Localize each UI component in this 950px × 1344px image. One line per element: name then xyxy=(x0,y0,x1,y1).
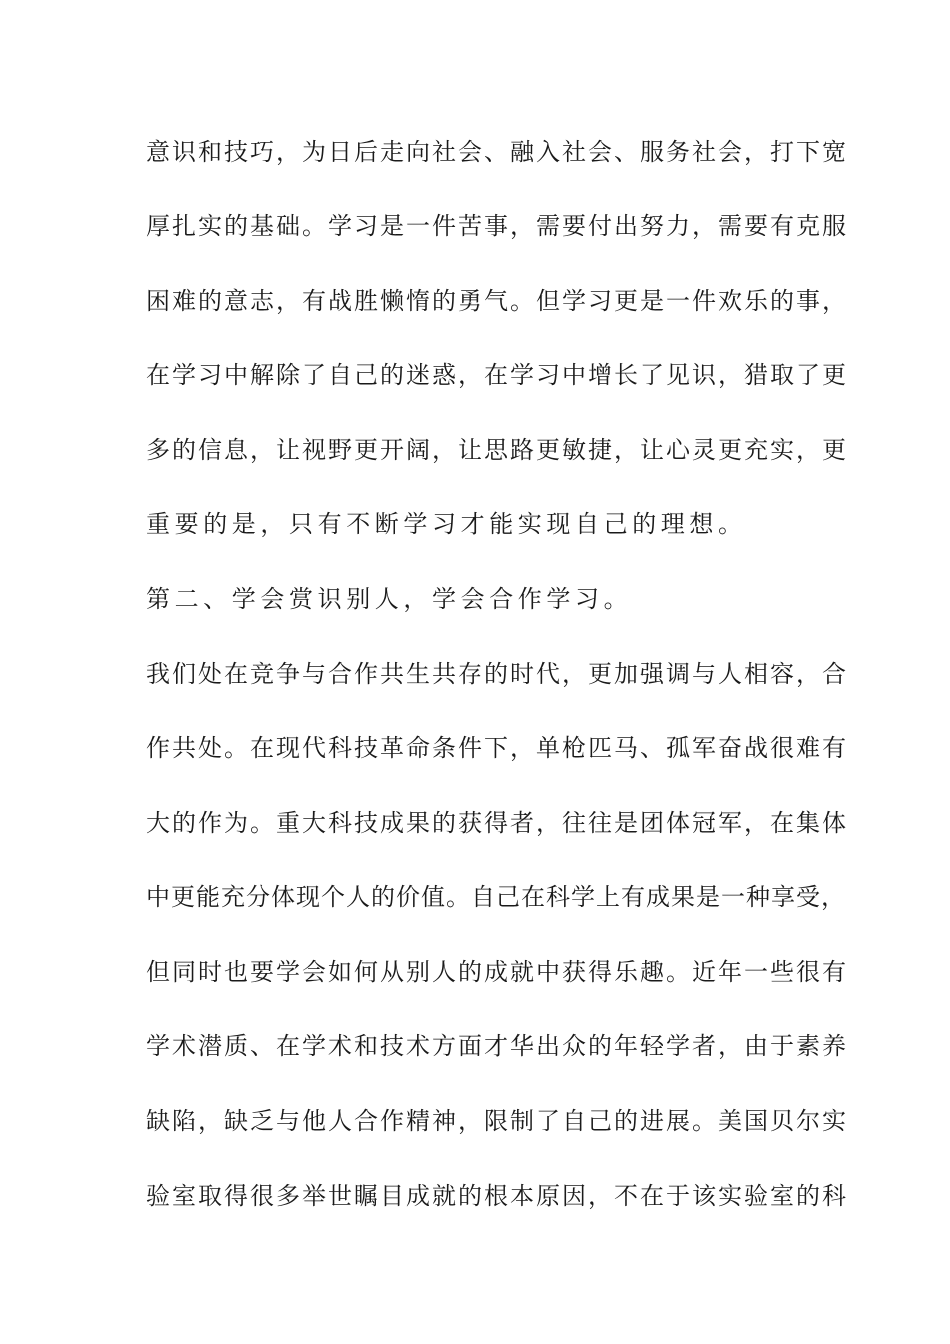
text-line: 大的作为。重大科技成果的获得者，往往是团体冠军，在集体 xyxy=(146,809,848,837)
text-line: 但同时也要学会如何从别人的成就中获得乐趣。近年一些很有 xyxy=(146,958,848,986)
text-line: 我们处在竞争与合作共生共存的时代，更加强调与人相容，合 xyxy=(146,660,848,688)
text-line: 在学习中解除了自己的迷惑，在学习中增长了见识，猎取了更 xyxy=(146,361,848,389)
text-line: 困难的意志，有战胜懒惰的勇气。但学习更是一件欢乐的事， xyxy=(146,287,848,315)
text-line: 重要的是，只有不断学习才能实现自己的理想。 xyxy=(146,510,747,538)
text-line: 学术潜质、在学术和技术方面才华出众的年轻学者，由于素养 xyxy=(146,1032,848,1060)
text-line: 作共处。在现代科技革命条件下，单枪匹马、孤军奋战很难有 xyxy=(146,734,848,762)
text-line: 意识和技巧，为日后走向社会、融入社会、服务社会，打下宽 xyxy=(146,138,848,166)
text-line: 验室取得很多举世瞩目成就的根本原因，不在于该实验室的科 xyxy=(146,1182,848,1210)
text-line: 厚扎实的基础。学习是一件苦事，需要付出努力，需要有克服 xyxy=(146,212,848,240)
text-line: 中更能充分体现个人的价值。自己在科学上有成果是一种享受， xyxy=(146,883,846,911)
text-line: 多的信息，让视野更开阔，让思路更敏捷，让心灵更充实，更 xyxy=(146,436,848,464)
text-line: 缺陷，缺乏与他人合作精神，限制了自己的进展。美国贝尔实 xyxy=(146,1107,848,1135)
section-heading: 第二、学会赏识别人，学会合作学习。 xyxy=(146,585,633,613)
